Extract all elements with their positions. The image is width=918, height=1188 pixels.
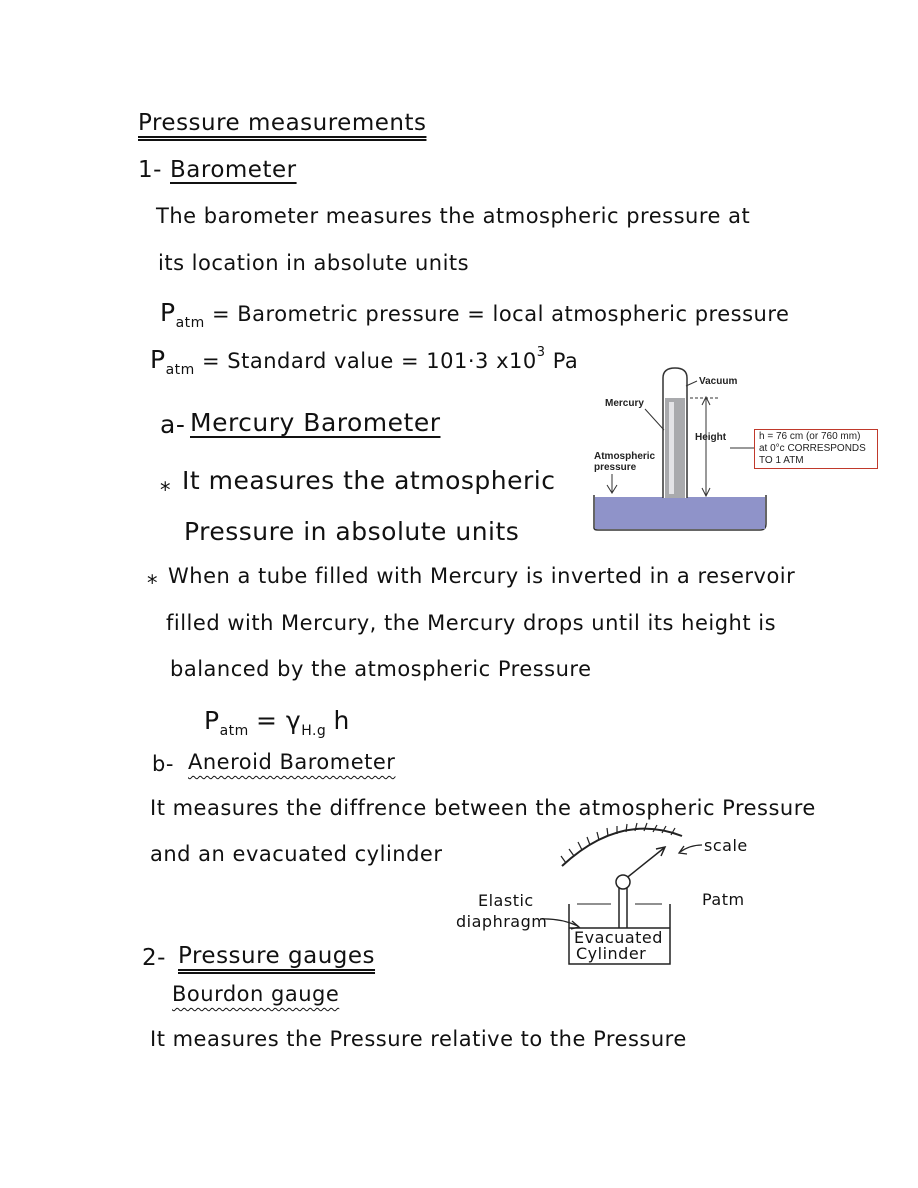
aneroid-line-1: It measures the diffrence between the atmospheric Pressure [150, 796, 816, 820]
mercury-bullet-2-line-a: When a tube filled with Mercury is inverted in a reservoir [168, 564, 796, 588]
eq2-unit: Pa [552, 349, 579, 373]
diaphragm-label: diaphragm [456, 912, 548, 931]
cylinder-label-2: Cylinder [576, 944, 647, 963]
height-note-line-3: TO 1 ATM [759, 455, 804, 466]
page-title: Pressure measurements [138, 110, 427, 136]
eq2-p: P [150, 345, 166, 374]
mercury-bullet-2-line-c: balanced by the atmospheric Pressure [170, 657, 592, 681]
atmospheric-label-1: Atmospheric [594, 451, 656, 462]
mercury-bullet-1-line-a: It measures the atmospheric [182, 466, 556, 495]
mercury-bullet-1-line-b: Pressure in absolute units [184, 517, 520, 546]
aneroid-heading-prefix: b- [152, 752, 174, 776]
section-1-heading: Barometer [170, 157, 297, 183]
height-note-line-2: at 0°c CORRESPONDS [759, 443, 866, 454]
section-2-number: 2- [142, 945, 166, 971]
barometer-line-1: The barometer measures the atmospheric pressure at [156, 204, 751, 228]
eq3-gamma-subscript: H.g [301, 723, 327, 739]
mercury-bullet-2-line-b: filled with Mercury, the Mercury drops until its height is [166, 611, 777, 635]
pivot-circle [616, 875, 630, 889]
mercury-label: Mercury [605, 398, 644, 409]
elastic-label: Elastic [478, 891, 534, 910]
section-1-number: 1- [138, 157, 162, 183]
eq2-subscript: atm [165, 362, 195, 378]
mercury-heading-prefix: a- [160, 410, 186, 439]
eq3-subscript: atm [219, 723, 249, 739]
bourdon-line-1: It measures the Pressure relative to the Pressure [150, 1027, 687, 1051]
eq1-subscript: atm [175, 315, 205, 331]
mercury-bullet-1-star: * [160, 478, 171, 502]
eq2-mid: = Standard value = 101·3 x10 [201, 349, 537, 373]
eq3-p: P [204, 706, 220, 735]
eq3-gamma: = γ [255, 706, 302, 735]
bourdon-gauge-heading: Bourdon gauge [172, 982, 340, 1006]
cylinder-label-1: Evacuated [574, 928, 663, 947]
vacuum-label: Vacuum [699, 376, 738, 387]
scale-label: scale [704, 836, 748, 855]
eq1-rhs: = Barometric pressure = local atmospheric pressure [211, 302, 790, 326]
section-2-heading: Pressure gauges [178, 943, 376, 969]
mercury-heading: Mercury Barometer [190, 408, 441, 437]
barometer-line-2: its location in absolute units [158, 251, 470, 275]
atmospheric-label-2: pressure [594, 462, 637, 473]
aneroid-heading: Aneroid Barometer [188, 750, 396, 774]
aneroid-line-2: and an evacuated cylinder [150, 842, 443, 866]
height-note-line-1: h = 76 cm (or 760 mm) [759, 431, 861, 442]
height-label: Height [695, 432, 727, 443]
patm-label: Patm [702, 890, 745, 909]
eq2-exponent: 3 [536, 345, 546, 360]
eq3-h: h [333, 706, 350, 735]
mercury-bullet-2-star: * [147, 571, 158, 595]
eq1-p: P [160, 298, 176, 327]
